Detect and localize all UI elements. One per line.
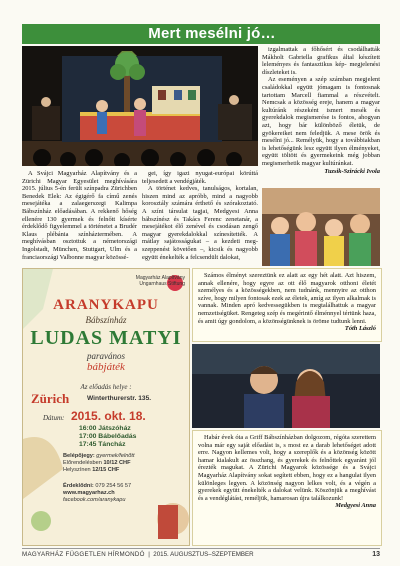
article-column-middle — [142, 170, 258, 261]
poster-org-name: Magyarház Alapítvány — [135, 275, 185, 281]
testimonial-box-top — [192, 268, 382, 342]
poster-theatre-type: Bábszínház — [85, 315, 127, 325]
contact-heading: Érdeklődni: — [63, 483, 94, 489]
poster-date-label: Dátum: — [43, 414, 65, 422]
schedule-time: 17:45 — [79, 441, 97, 448]
contact-phone: 079 254 56 57 — [95, 483, 132, 489]
page-footer — [22, 548, 380, 561]
children-illustration — [262, 188, 380, 266]
children-audience-photo — [262, 188, 380, 266]
poster-org-subtitle: Ungarnhaus Stiftung — [139, 281, 185, 287]
poster-theatre-name: ARANYKAPU — [53, 297, 159, 313]
poster-subtitle-line1: paravános — [87, 351, 125, 361]
testimonial-box-bottom — [192, 430, 382, 546]
article-title: Mert mesélni jó… — [148, 25, 276, 42]
testimonial-paragraph: Habár évek óta a Griff Bábszínházban dolgozom, régóta szerettem volna már egy saját előadást is, s most ez a darab lehetőséget adott erre. Nagyon kellemes volt, hogy a szereplők és a közönség között hamar kialakult az összhang, és gyerekek és felnőttek egyaránt jól érezték magukat. A Zürichi Magyarok közössége és a Svájci Magyarház Alapítvány sokat segített ebben, hogy ez a hangulat ilyen különleges legyen. A közönség nagyon lelkes volt, és a végén a gyerekek együtt énekelték a dalokat velünk. Köszönjük a meghívást és a vendéglátást, reméljük, hamarosan újra találkozunk! — [198, 434, 376, 502]
article-title-banner — [22, 24, 380, 44]
event-poster — [22, 268, 190, 546]
price-row — [63, 467, 183, 474]
price-value: 12/15 CHF — [92, 467, 120, 473]
poster-facebook[interactable]: facebook.com/aranykapu — [63, 497, 126, 503]
poster-website[interactable]: www.magyarhaz.ch — [63, 490, 115, 496]
performers-photo — [192, 344, 380, 428]
price-value: 10/12 CHF — [103, 460, 131, 466]
article-column-left — [22, 170, 137, 261]
article-column-right-top — [262, 46, 380, 175]
testimonial-signature: Medgyesi Anna — [335, 502, 376, 510]
article-paragraph: gei, így igazi nyugat-európai körúttá teljesedett a vendégjáték. — [142, 170, 258, 185]
poster-city: Zürich — [31, 391, 70, 406]
article-paragraph: Az eseményen a szép számban megjelent családokkal együtt jómagam is fontosnak tartottam Marcell fiammal a részvételt. Nemcsak a közösség ereje, hanem a magyar kultúránk részeként ismert mesék és gyerekdalok megismerése is fontos, ahogyan azt, hogy bár különböző életük, de gyökereiket nem feledjük. A mese örök és mesélni jó... Remélyük, hogy a továbbiakban is lehetőségünk lesz együtt ilyen élményeket, együtt töltött és gyermekeink még jobban megismerhetik magyar kultúránkat. — [262, 76, 380, 167]
testimonial-text — [193, 431, 381, 510]
testimonial-signature: Tóth László — [344, 325, 376, 333]
article-signature: Tuzsik-Szirácki Ivola — [324, 167, 380, 175]
price-note: gyermek/felnőtt — [96, 453, 135, 459]
poster-street: Winterthurerstr. 135. — [87, 395, 152, 402]
magazine-name: MAGYARHÁZ FÜGGETLEN HÍRMONDÓ — [22, 551, 145, 558]
footer-left: MAGYARHÁZ FÜGGETLEN HÍRMONDÓ | 2015. AUGUSZTUS–SZEPTEMBER — [22, 551, 254, 558]
page-number: 13 — [372, 551, 380, 558]
poster-main-title: LUDAS MATYI — [30, 327, 182, 349]
article-paragraph: A történet kedves, tanulságos, kortalan, hiszen mind az apróbb, mind a nagyobb korosztály számára érthető és szórakoztató. A színi társulat tagjai, Medgyesi Anna bábszínész és Takács Ferenc zenetanár, a mesejátékot élő zenével és csodásan zengő magyar gyerekdalokkal színesítették. A mátlay sajátosságukat – a kezdeti meg-szeppenést követően –, kicsik és nagyobb együtt énekelték a felcsendült dalokat, — [142, 185, 258, 261]
puppet-stage-illustration — [22, 46, 258, 166]
poster-contact-block — [63, 483, 163, 504]
issue-date: 2015. AUGUSZTUS–SZEPTEMBER — [153, 551, 254, 558]
poster-price-block — [63, 453, 183, 474]
poster-subtitle-line2: bábjáték — [87, 361, 125, 373]
price-row — [63, 460, 183, 467]
article-paragraph: izgalmattak a főhősért és csodálhatták Mákholt Gabriella grafikus által készített leleményes és fantasztikus kép- megjelenési díszleteket is. — [262, 46, 380, 76]
testimonial-text — [193, 269, 381, 333]
poster-venue-intro: Az előadás helye : — [80, 383, 132, 391]
poster-org-logo — [105, 275, 185, 287]
schedule-activity: Játszóház — [98, 425, 131, 432]
schedule-row — [79, 441, 179, 449]
poster-date: 2015. okt. 18. — [71, 409, 146, 423]
performers-illustration — [192, 344, 380, 428]
testimonial-paragraph: Számos élményt szereztünk ez alatt az egy hét alatt. Azt hiszem, annak ellenére, hogy egyre az ott élő magyarok otthoni életét személyes és a közösségekben, nem tudnánk, mennyire az otthon szíve, hogy milyen fontosak ezek az életek, amíg az ilyen alkalmak is vannak. Minden apró kedvessegükben is megtalálhattuk a magyar nemzetiségüket. Rengeteg szép és megérintő élménnyel tértünk haza, és amit úgy gondolom, a közönségünknek is öröme tudtunk lenni. — [198, 272, 376, 325]
article-paragraph: A Svájci Magyarház Alapítvány és a Zürichi Magyar Egyesület meghívására 2015. július 5-én ferült színpadra Zürichben Benedek Elek: Az égigérő fa című zenés mesejátéka a zalaegerszegi Kalimpa Bábszínház előadásában. A rekkenő hőség ellenére 130 gyermek és felnőtt kísérte érdeklődő figyelemmel a történetet a Brudér Klaus plébánia színháztermében. A meghívásban osztottuk a németországi Ingolstadt, München, Stuttgart, Ulm és a franciaországi Valbonne magyar közössé- — [22, 170, 137, 261]
schedule-time: 17:00 — [79, 433, 97, 440]
schedule-time: 16:00 — [79, 425, 97, 432]
price-label: Helyszínen — [63, 467, 91, 473]
poster-schedule — [79, 425, 179, 449]
schedule-activity: Bábelőadás — [98, 433, 137, 440]
price-label: Előrendelésben — [63, 460, 102, 466]
schedule-row — [79, 433, 179, 441]
schedule-row — [79, 425, 179, 433]
schedule-activity: Táncház — [98, 441, 126, 448]
puppet-stage-photo — [22, 46, 258, 166]
price-heading: Belépőjegy: — [63, 453, 95, 459]
